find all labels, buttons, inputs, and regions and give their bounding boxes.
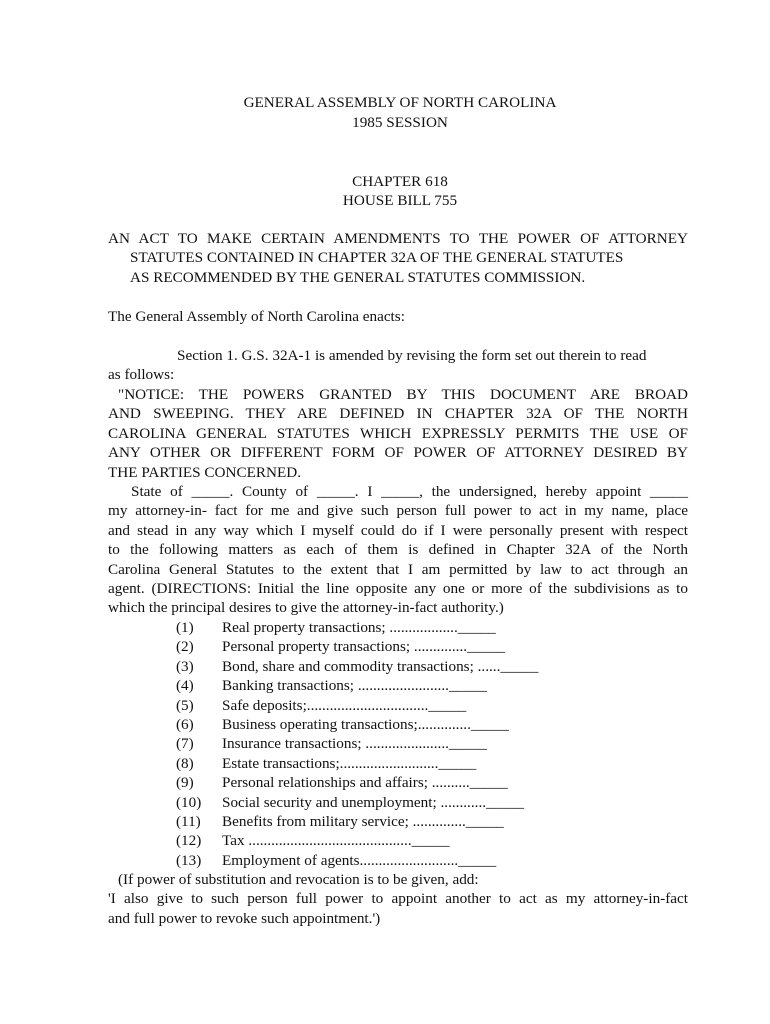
- item-number: (6): [176, 715, 194, 733]
- enacting-clause: The General Assembly of North Carolina enacts:: [108, 308, 405, 325]
- item-number: (12): [176, 832, 202, 850]
- notice-block: [108, 385, 688, 482]
- item-text: Safe deposits;................................_____: [222, 696, 467, 714]
- list-item: [176, 812, 538, 831]
- form-line: which the principal desires to give the attorney-in-fact authority.): [108, 599, 504, 617]
- form-line: Carolina General Statutes to the extent that I am permitted by law to act through an: [108, 560, 688, 578]
- notice-line: THE PARTIES CONCERNED.: [108, 463, 302, 481]
- subdivision-list: [176, 618, 538, 870]
- item-text: Business operating transactions;.............._____: [222, 715, 509, 733]
- item-text: Personal property transactions; .............._____: [222, 638, 506, 656]
- item-text: Bond, share and commodity transactions; ......_____: [222, 657, 539, 675]
- list-item: [176, 734, 538, 753]
- list-item: [176, 851, 538, 870]
- section-1-line: Section 1. G.S. 32A-1 is amended by revising the form set out therein to read: [177, 347, 647, 364]
- item-text: Tax ..........................................._____: [222, 832, 450, 850]
- item-number: (13): [176, 851, 202, 869]
- notice-line: AND SWEEPING. THEY ARE DEFINED IN CHAPTER 32A OF THE NORTH: [108, 405, 688, 423]
- item-number: (4): [176, 677, 194, 695]
- item-text: Insurance transactions; ......................_____: [222, 735, 487, 753]
- list-item: [176, 773, 538, 792]
- item-number: (1): [176, 619, 194, 636]
- act-title-line: AS RECOMMENDED BY THE GENERAL STATUTES COMMISSION.: [130, 268, 586, 286]
- notice-line: "NOTICE: THE POWERS GRANTED BY THIS DOCUMENT ARE BROAD: [118, 386, 688, 403]
- list-item: [176, 657, 538, 676]
- item-number: (5): [176, 696, 194, 714]
- chapter-number: CHAPTER 618: [352, 173, 448, 190]
- list-item: [176, 637, 538, 656]
- item-number: (3): [176, 657, 194, 675]
- section-1: [108, 346, 688, 385]
- form-line: and stead in any way which I myself could do if I were personally present with respect: [108, 521, 688, 539]
- item-text: Real property transactions; .................._____: [222, 619, 496, 636]
- item-number: (7): [176, 735, 194, 753]
- form-paragraph: [108, 482, 688, 618]
- substitution-clause: [108, 870, 688, 928]
- substitution-line: and full power to revoke such appointment.'): [108, 909, 381, 927]
- list-item: [176, 831, 538, 850]
- form-line: agent. (DIRECTIONS: Initial the line opposite any one or more of the subdivisions as to: [108, 580, 688, 598]
- list-item: [176, 715, 538, 734]
- list-item: [176, 754, 538, 773]
- item-text: Benefits from military service; .............._____: [222, 812, 504, 830]
- item-text: Banking transactions; ........................_____: [222, 677, 487, 695]
- item-number: (10): [176, 793, 202, 811]
- form-line: to the following matters as each of them is defined in Chapter 32A of the North: [108, 541, 688, 559]
- header-line-1: GENERAL ASSEMBLY OF NORTH CAROLINA: [243, 94, 557, 111]
- list-item: [176, 696, 538, 715]
- item-text: Employment of agents.........................._____: [222, 851, 497, 869]
- item-number: (2): [176, 638, 194, 656]
- item-number: (9): [176, 774, 194, 792]
- bill-number: HOUSE BILL 755: [342, 192, 458, 209]
- list-item: [176, 618, 538, 637]
- substitution-line: (If power of substitution and revocation is to be given, add:: [118, 871, 479, 888]
- item-number: (11): [176, 812, 201, 830]
- list-item: [176, 676, 538, 695]
- item-text: Social security and unemployment; ............_____: [222, 793, 525, 811]
- act-title: [108, 229, 688, 287]
- form-line: my attorney-in- fact for me and give such person full power to act in my name, place: [108, 502, 688, 520]
- act-title-line: AN ACT TO MAKE CERTAIN AMENDMENTS TO THE POWER OF ATTORNEY: [108, 230, 688, 247]
- notice-line: CAROLINA GENERAL STATUTES WHICH EXPRESSLY PERMITS THE USE OF: [108, 424, 688, 442]
- form-line: State of _____. County of _____. I _____, the undersigned, hereby appoint _____: [131, 483, 688, 500]
- notice-line: ANY OTHER OR DIFFERENT FORM OF POWER OF ATTORNEY DESIRED BY: [108, 444, 688, 462]
- section-1-line: as follows:: [108, 366, 175, 384]
- item-number: (8): [176, 754, 194, 772]
- header-line-2: 1985 SESSION: [352, 114, 448, 131]
- item-text: Estate transactions;.........................._____: [222, 754, 477, 772]
- list-item: [176, 793, 538, 812]
- act-title-line: STATUTES CONTAINED IN CHAPTER 32A OF THE GENERAL STATUTES: [130, 249, 624, 267]
- substitution-line: 'I also give to such person full power to appoint another to act as my attorney-in-fact: [108, 890, 688, 908]
- item-text: Personal relationships and affairs; .........._____: [222, 774, 508, 792]
